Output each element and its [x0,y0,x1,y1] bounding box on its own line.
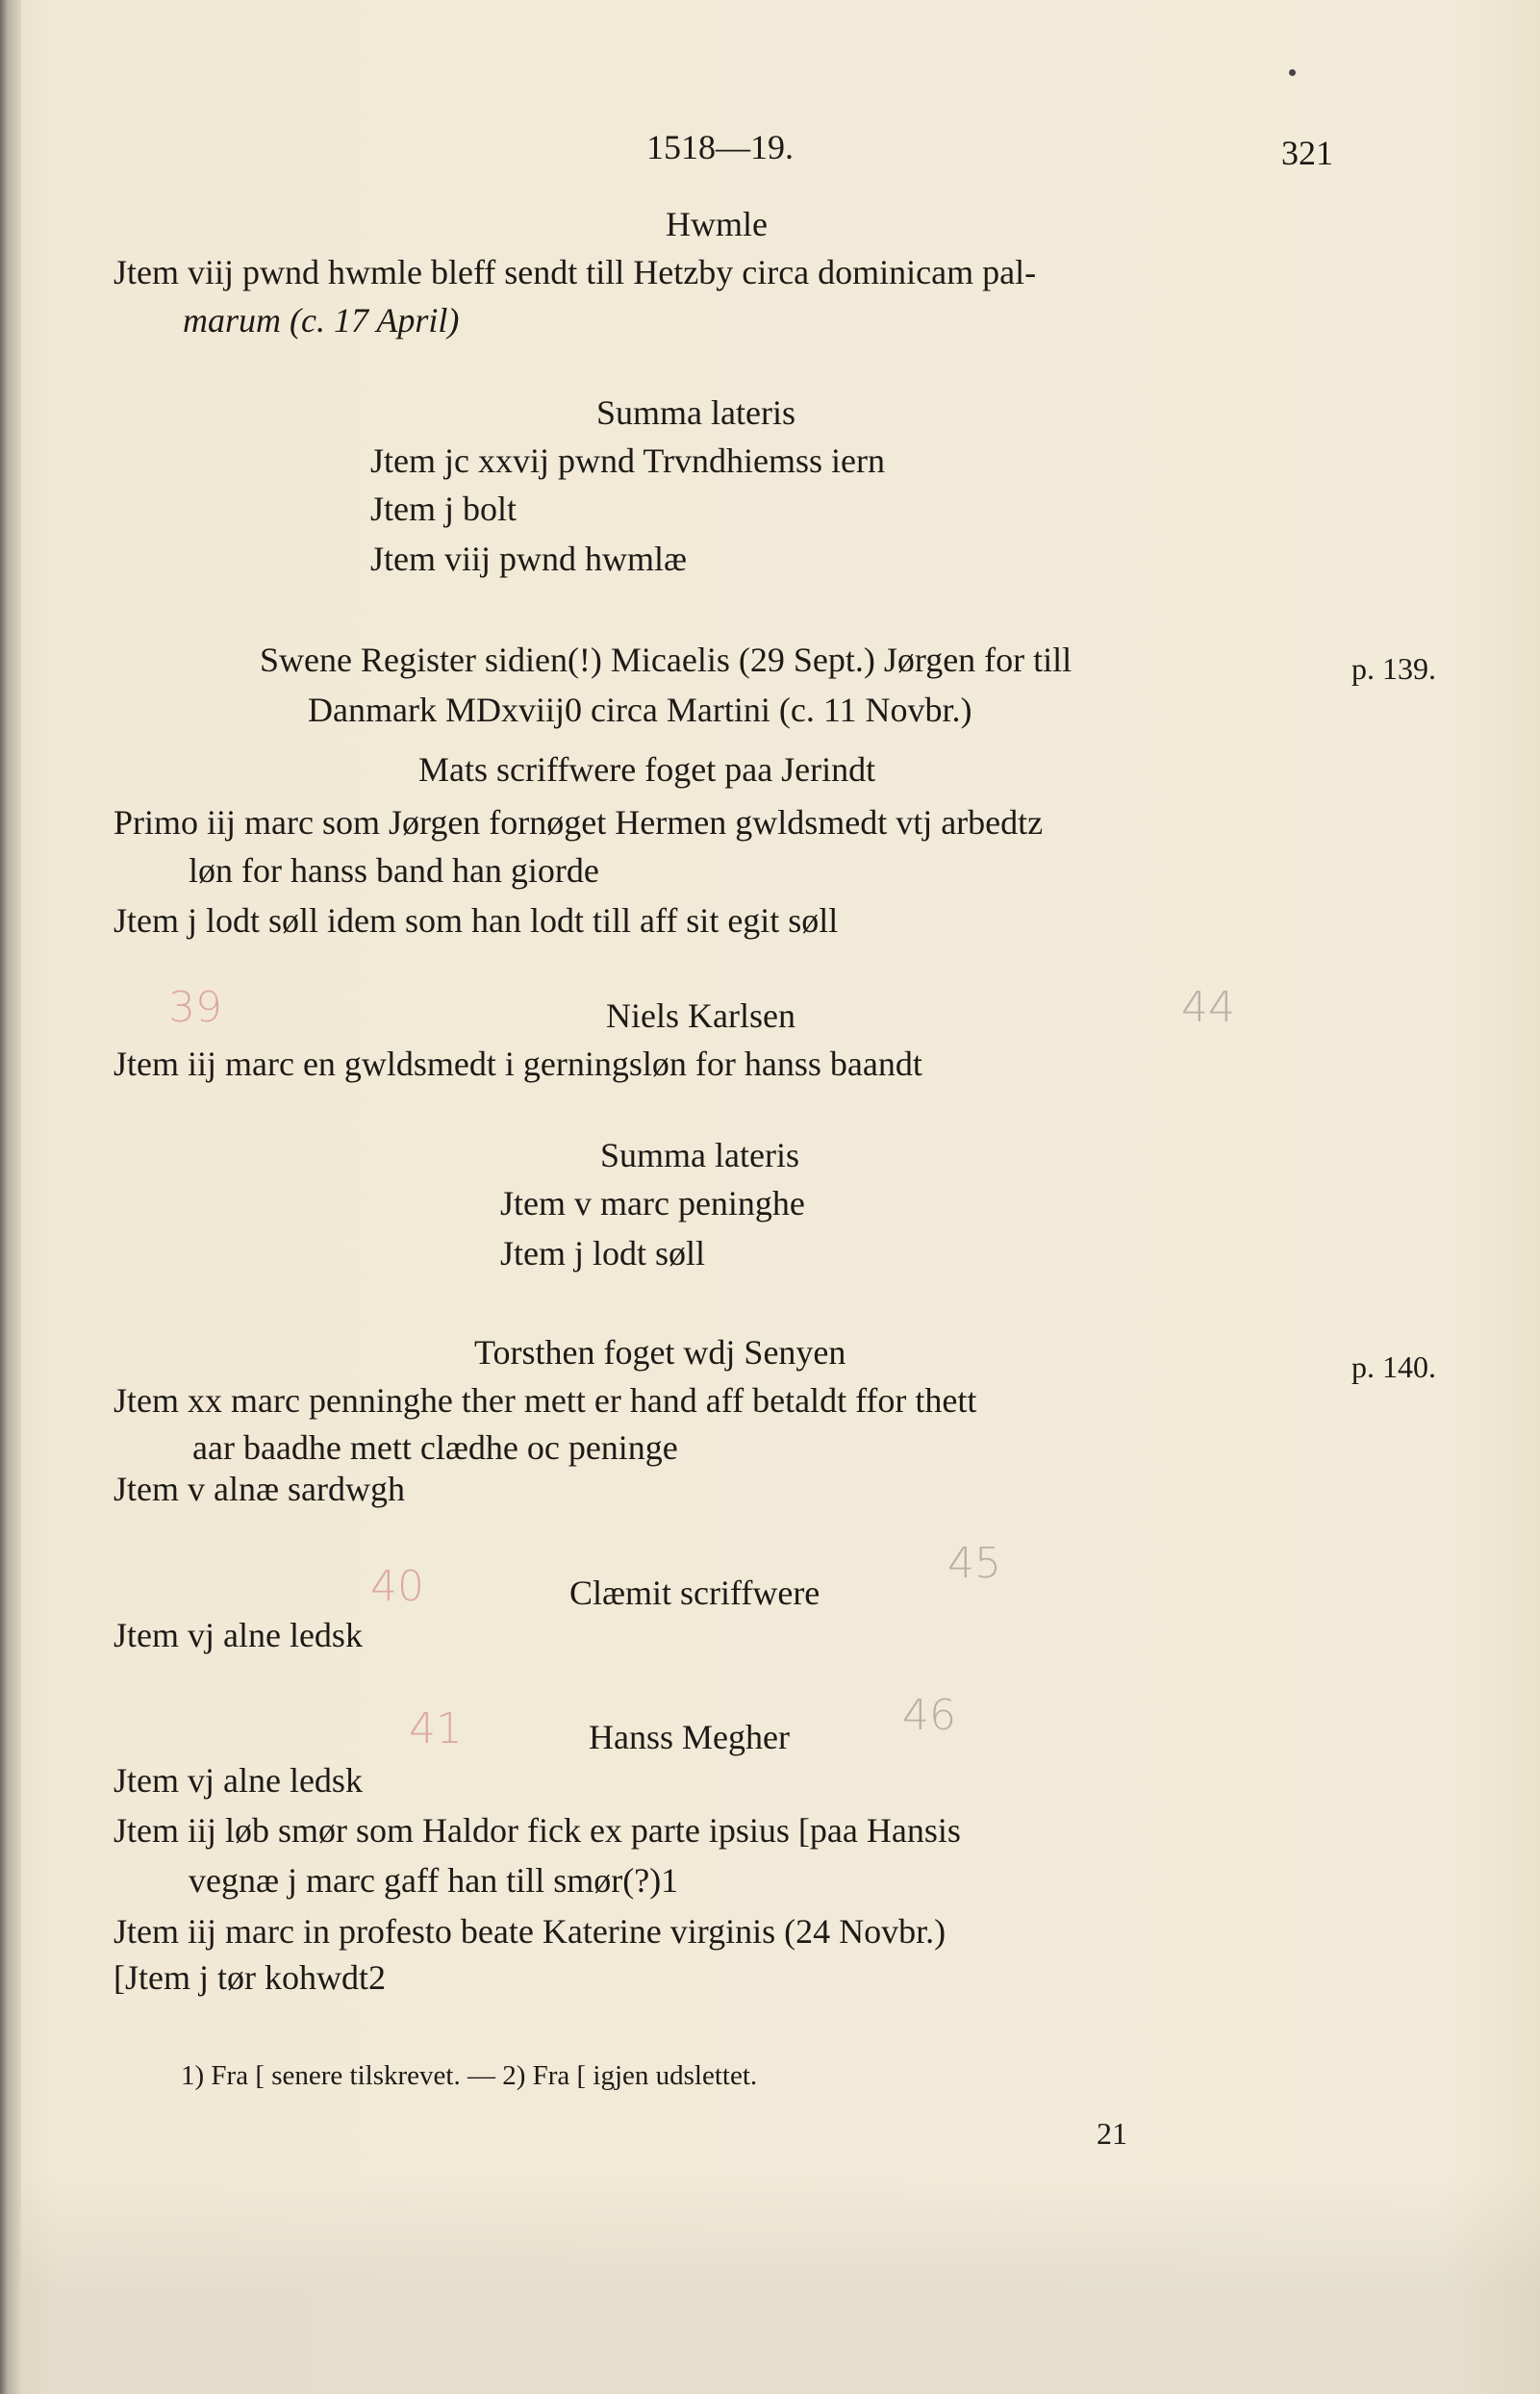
margin-page-ref: p. 139. [1351,651,1436,686]
entry-line: Jtem vj alne ledsk [114,1616,363,1654]
section-heading: Hwmle [666,205,768,243]
entry-line: Jtem j lodt søll [500,1234,706,1273]
entry-line: løn for hanss band han giorde [189,851,599,890]
entry-line: Swene Register sidien(!) Micaelis (29 Sept.) Jørgen for till [260,641,1073,679]
running-head-title: 1518—19. [646,128,794,166]
pencil-annotation: 45 [947,1539,1001,1588]
entry-line: Jtem iij marc in profesto beate Katerine virginis (24 Novbr.) [114,1912,947,1951]
section-heading: Mats scriffwere foget paa Jerindt [418,750,876,789]
footnotes: 1) Fra [ senere tilskrevet. — 2) Fra [ igjen udslettet. [181,2060,758,2091]
book-binding-edge [0,0,21,2394]
page-shadow [21,2174,1540,2394]
entry-line: Jtem vj alne ledsk [114,1761,363,1800]
entry-line: [Jtem j tør kohwdt2 [114,1958,386,1997]
entry-line: Jtem v alnæ sardwgh [114,1470,405,1508]
section-heading: Summa lateris [600,1136,799,1174]
section-heading: Torsthen foget wdj Senyen [474,1333,846,1372]
margin-page-ref: p. 140. [1351,1349,1436,1384]
section-heading: Hanss Megher [589,1718,790,1756]
entry-line: Jtem j bolt [370,490,517,528]
section-heading: Summa lateris [596,393,795,432]
pencil-annotation: 40 [370,1562,424,1611]
entry-line: Danmark MDxviij0 circa Martini (c. 11 Novbr.) [308,691,972,729]
entry-line: vegnæ j marc gaff han till smør(?)1 [189,1861,679,1900]
ink-speck [1289,69,1296,76]
pencil-annotation: 39 [168,983,222,1032]
signature-mark: 21 [1097,2116,1127,2151]
entry-line: marum (c. 17 April) [183,301,460,340]
entry-line: Jtem viij pwnd hwmle bleff sendt till Hetzby circa dominicam pal- [114,253,1037,291]
page-number: 321 [1281,134,1333,172]
pencil-annotation: 44 [1181,983,1235,1032]
entry-line: Jtem iij løb smør som Haldor fick ex parte ipsius [paa Hansis [114,1811,961,1850]
section-heading: Clæmit scriffwere [569,1574,820,1612]
entry-line: Jtem v marc peninghe [500,1184,805,1222]
entry-line: Jtem j lodt søll idem som han lodt till aff sit egit søll [114,901,839,940]
section-heading: Niels Karlsen [606,996,795,1035]
entry-line: aar baadhe mett clædhe oc peninge [192,1428,678,1467]
pencil-annotation: 46 [902,1691,956,1740]
entry-line: Jtem xx marc penninghe ther mett er hand aff betaldt ffor thett [114,1381,977,1420]
pencil-annotation: 41 [409,1704,463,1753]
entry-line: Jtem jc xxvij pwnd Trvndhiemss iern [370,441,886,480]
entry-line: Jtem viij pwnd hwmlæ [370,540,688,578]
entry-line: Jtem iij marc en gwldsmedt i gerningsløn for hanss baandt [114,1045,922,1083]
entry-line: Primo iij marc som Jørgen fornøget Hermen gwldsmedt vtj arbedtz [114,803,1044,842]
